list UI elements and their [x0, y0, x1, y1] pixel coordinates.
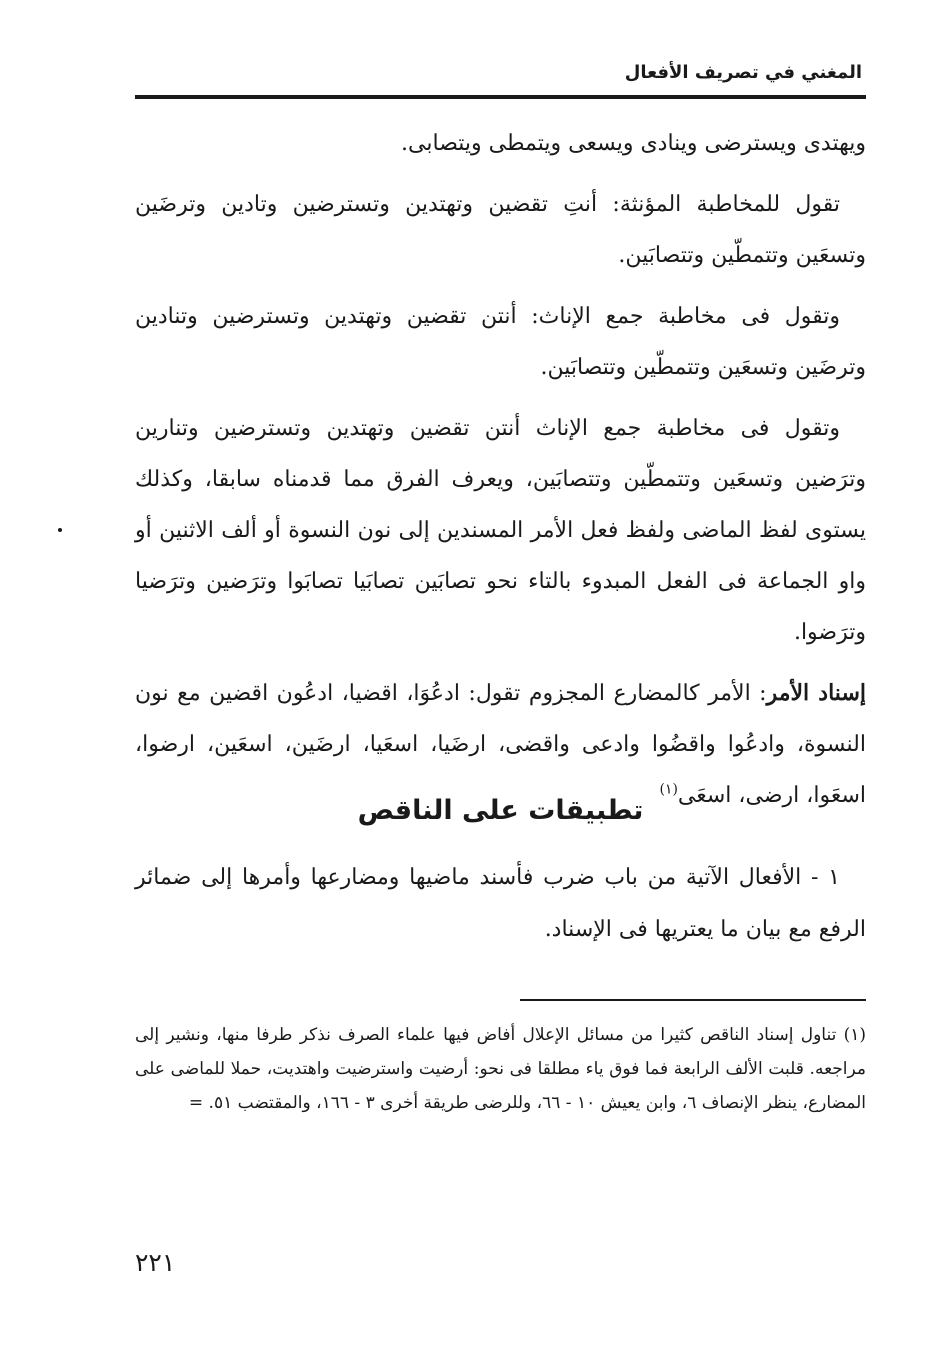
running-title: المغني في تصريف الأفعال	[624, 62, 862, 83]
exercise-1: ١ - الأفعال الآتية من باب ضرب فأسند ماضيها ومضارعها وأمرها إلى ضمائر الرفع مع بيان ما يعتريها فى الإسناد.	[135, 865, 866, 942]
footnotes	[135, 1018, 866, 1120]
footnote-rule	[520, 999, 866, 1001]
exercise	[135, 852, 866, 956]
main-text	[135, 118, 866, 831]
header-rule	[135, 95, 866, 99]
footnote-ref: (١)	[659, 781, 678, 798]
paragraph-4: وتقول فى مخاطبة جمع الإناث أنتن تقضين وتهتدين وتسترضين وتنارين وترَضين وتسعَين وتتمطّين وتتصابَين، ويعرف الفرق مما قدمناه سابقا، وكذلك يستوى لفظ الماضى ولفظ فعل الأمر المسندين إلى نون النسوة أو ألف الاثنين أو واو الجماعة فى الفعل المبدوء بالتاء نحو تصابَين تصابَيا تصابَوا وترَضين وترَضيا وترَضوا.	[135, 416, 866, 645]
imperative-text: : الأمر كالمضارع المجزوم تقول: ادعُوَا، اقضيا، ادعُون اقضين مع نون النسوة، وادعُوا واقضُوا وادعى واقضى، ارضَيا، اسعَيا، ارضَين، اسعَين، ارضوا، اسعَوا، ارضى، اسعَى	[135, 681, 866, 808]
footnote-1: (١) تناول إسناد الناقص كثيرا من مسائل الإعلال أفاض فيها علماء الصرف نذكر طرفا منها، ونشير إلى مراجعه. قلبت الألف الرابعة فما فوق ياء مطلقا فى نحو: أرضيت واسترضيت واهتديت، حملا للماضى على المضارع، ينظر الإنصاف ٦، وابن يعيش ١٠ - ٦٦، وللرضى طريقة أخرى ٣ - ١٦٦، والمقتضب ٥١. =	[135, 1025, 866, 1113]
paragraph-1: ويهتدى ويسترضى وينادى ويسعى ويتمطى ويتصابى.	[401, 131, 866, 156]
imperative-label: إسناد الأمر	[766, 680, 866, 706]
page-number: ٢٢١	[135, 1248, 176, 1277]
paragraph-2: تقول للمخاطبة المؤنثة: أنتِ تقضين وتهتدين وتسترضين وتادين وترضَين وتسعَين وتتمطّين وتتصابَين.	[135, 192, 866, 268]
scan-speck	[58, 528, 62, 532]
paragraph-3: وتقول فى مخاطبة جمع الإناث: أنتن تقضين وتهتدين وتسترضين وتنادين وترضَين وتسعَين وتتمطّين وتتصابَين.	[135, 304, 866, 380]
section-title: تطبيقات على الناقص	[357, 795, 644, 826]
